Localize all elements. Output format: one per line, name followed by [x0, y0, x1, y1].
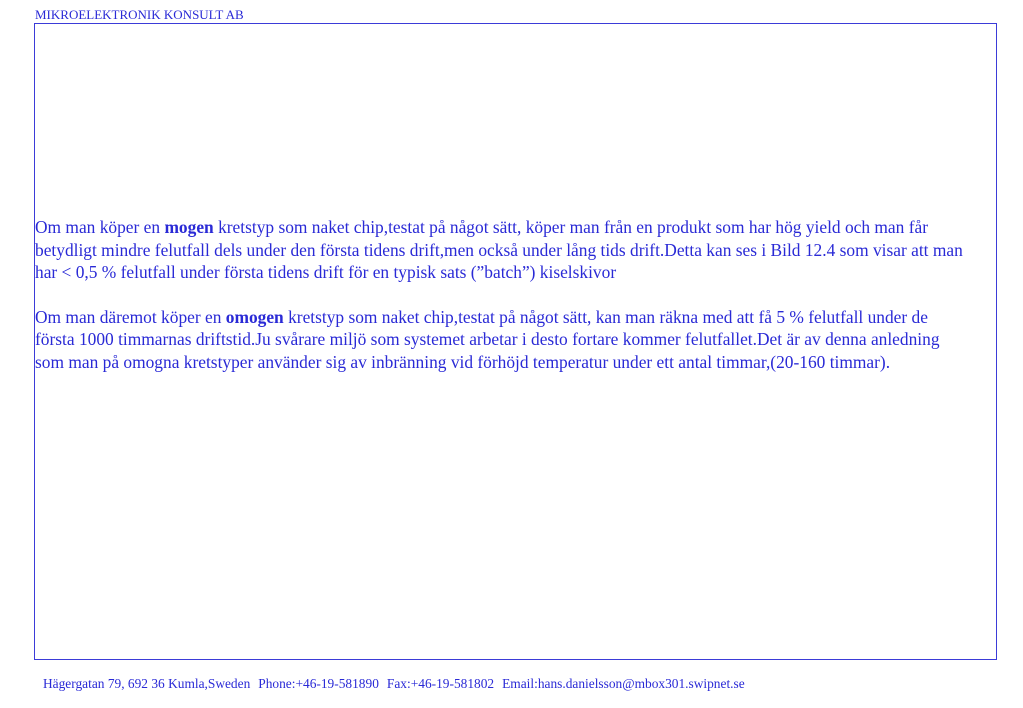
- company-name: MIKROELEKTRONIK KONSULT AB: [35, 7, 244, 22]
- paragraph-immature-chip: [35, 306, 965, 374]
- main-content: [35, 216, 965, 373]
- paragraph-text-rest: kretstyp som naket chip,testat på något sätt, köper man från en produkt som har hög yield och man får betydligt mindre felutfall dels under den första tidens drift,men också under lång tids drift.Detta kan ses i Bild 12.4 som visar att man har < 0,5 % felutfall under första tidens drift för en typisk sats (”batch”) kiselskivor: [35, 217, 963, 282]
- bold-term-omogen: omogen: [225, 306, 284, 327]
- footer-fax: Fax:+46-19-581802: [386, 676, 495, 691]
- footer-contact: [43, 676, 745, 692]
- footer-email: Email:hans.danielsson@mbox301.swipnet.se: [502, 676, 745, 691]
- paragraph-text-start: Om man köper en: [35, 217, 165, 237]
- footer-phone: Phone:+46-19-581890: [258, 676, 379, 691]
- paragraph-text-rest: kretstyp som naket chip,testat på något sätt, kan man räkna med att få 5 % felutfall under de första 1000 timmarnas driftstid.Ju svårare miljö som systemet arbetar i desto fortare kommer felutfallet.Det är av denna anledning som man på omogna kretstyper använder sig av inbränning vid förhöjd temperatur under ett antal timmar,(20-160 timmar).: [35, 306, 940, 372]
- paragraph-text-start: Om man däremot köper en: [35, 306, 226, 327]
- footer-address: Hägergatan 79, 692 36 Kumla,Sweden: [43, 676, 251, 691]
- bold-term-mogen: mogen: [164, 217, 214, 237]
- paragraph-mature-chip: [35, 216, 965, 284]
